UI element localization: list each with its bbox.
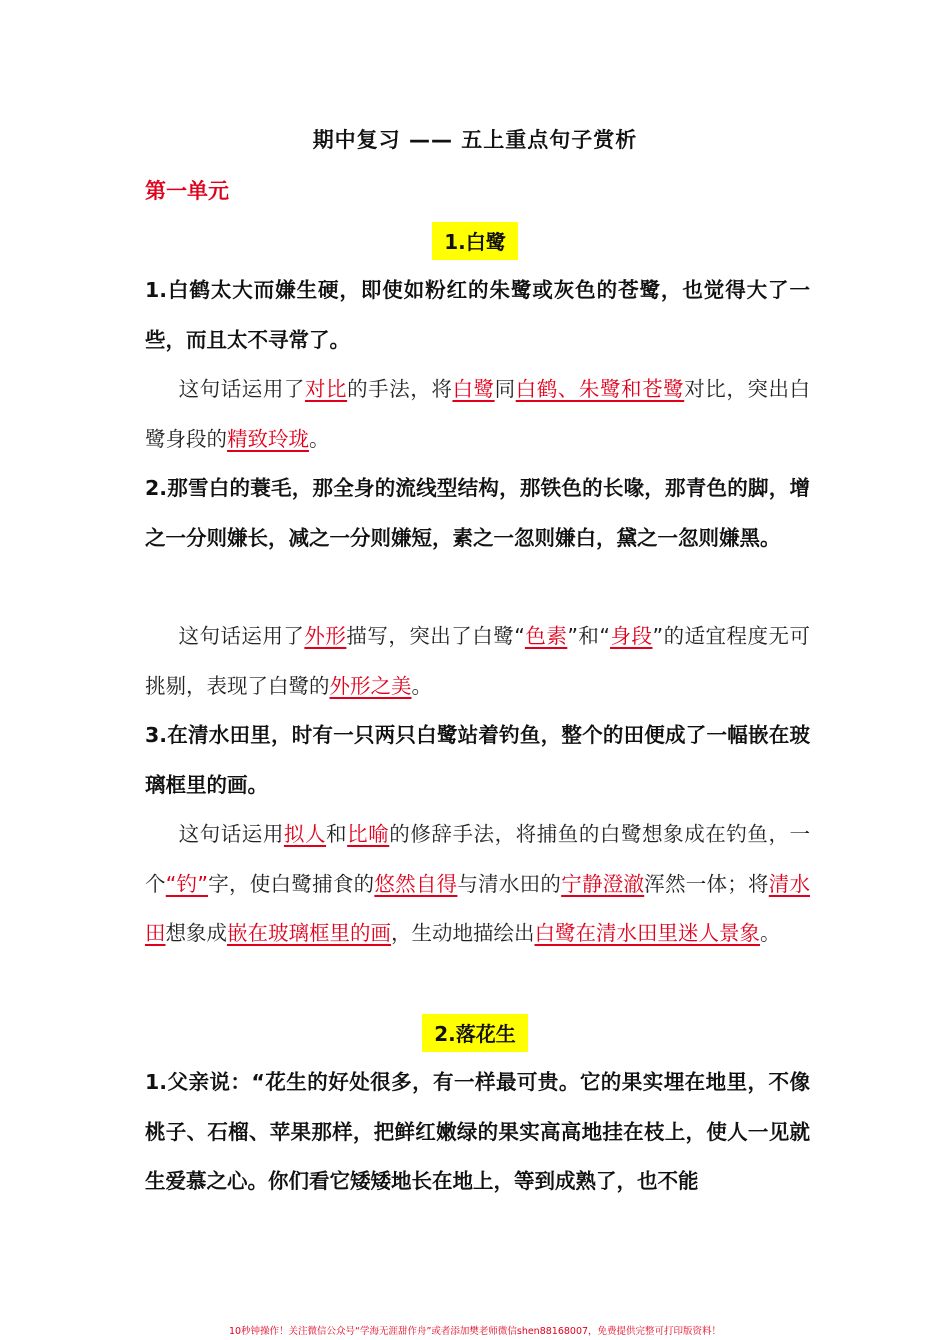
answer-keyword: 色素: [524, 624, 568, 648]
analysis-text: 同: [494, 377, 516, 401]
answer-keyword: 对比: [304, 377, 348, 401]
key-sentence: 2.那雪白的蓑毛，那全身的流线型结构，那铁色的长喙，那青色的脚，增之一分则嫌长，减之一分则嫌短，素之一忽则嫌白，黛之一忽则嫌黑。: [145, 476, 810, 550]
analysis-text: 。: [309, 426, 330, 451]
analysis-text: ”和“: [567, 624, 611, 648]
lesson-heading: [0, 1014, 950, 1052]
unit-heading: 第一单元: [145, 179, 229, 203]
answer-keyword: 比喻: [347, 822, 390, 846]
answer-keyword: “钓”: [165, 871, 209, 896]
answer-keyword: 白鹭: [452, 377, 495, 401]
key-sentence: 3.在清水田里，时有一只两只白鹭站着钓鱼，整个的田便成了一幅嵌在玻璃框里的画。: [145, 723, 810, 797]
analysis-text: 字，使白鹭捕食的: [208, 871, 375, 896]
analysis-text: 这句话运用了: [178, 624, 305, 648]
analysis-paragraph: [145, 365, 810, 464]
answer-keyword: 外形之美: [329, 673, 412, 698]
answer-keyword: 身段: [610, 624, 653, 648]
answer-keyword: 嵌在玻璃框里的画: [227, 921, 391, 945]
answer-keyword: 宁静澄澈: [561, 871, 645, 896]
analysis-text: 。: [411, 673, 432, 698]
analysis-text: ，生动地描绘出: [391, 921, 535, 945]
lesson-label: 2.落花生: [422, 1014, 528, 1052]
analysis-text: 对比，突出白鹭身段的: [145, 377, 811, 451]
analysis-paragraph: [145, 612, 810, 711]
footer-note: 10秒钟操作！关注微信公众号“学海无涯甜作舟”或者添加樊老师微信shen88168007，免费提供完整可打印版资料！: [228, 1326, 722, 1337]
lesson-label: 1.白鹭: [432, 222, 518, 260]
answer-keyword: 悠然自得: [374, 871, 458, 896]
analysis-text: 的手法，将: [347, 377, 453, 401]
answer-keyword: 拟人: [283, 822, 327, 846]
answer-keyword: 外形: [304, 624, 347, 648]
analysis-text: 。: [760, 921, 781, 945]
answer-keyword: 白鹤、朱鹭和苍鹭: [515, 377, 685, 401]
key-sentence: 1.白鹤太大而嫌生硬，即使如粉红的朱鹭或灰色的苍鹭，也觉得大了一些，而且太不寻常了。: [145, 278, 810, 352]
answer-keyword: 清水田: [145, 871, 811, 945]
analysis-text: ”的适宜程度无可挑剔，表现了白鹭的: [145, 624, 810, 698]
analysis-text: 描写，突出了白鹭“: [346, 624, 525, 648]
analysis-text: 与清水田的: [457, 871, 562, 896]
analysis-text: 想象成: [165, 921, 227, 945]
analysis-paragraph: [145, 810, 810, 959]
key-sentence: 1.父亲说：“花生的好处很多，有一样最可贵。它的果实埋在地里，不像桃子、石榴、苹果那样，把鲜红嫩绿的果实高高地挂在枝上，使人一见就生爱慕之心。你们看它矮矮地长在地上，等到成熟了，也不能: [145, 1070, 810, 1193]
analysis-text: 这句话运用: [178, 822, 284, 846]
answer-keyword: 白鹭在清水田里迷人景象: [534, 921, 760, 945]
lesson-heading: [0, 222, 950, 260]
page-title: 期中复习 —— 五上重点句子赏析: [312, 128, 638, 152]
analysis-text: 这句话运用了: [178, 377, 305, 401]
analysis-text: 的修辞手法，将捕鱼的白鹭想象成在钓鱼，一个: [145, 822, 811, 896]
analysis-text: 和: [326, 822, 348, 846]
analysis-text: 浑然一体；将: [644, 871, 769, 896]
answer-keyword: 精致玲珑: [227, 426, 309, 451]
